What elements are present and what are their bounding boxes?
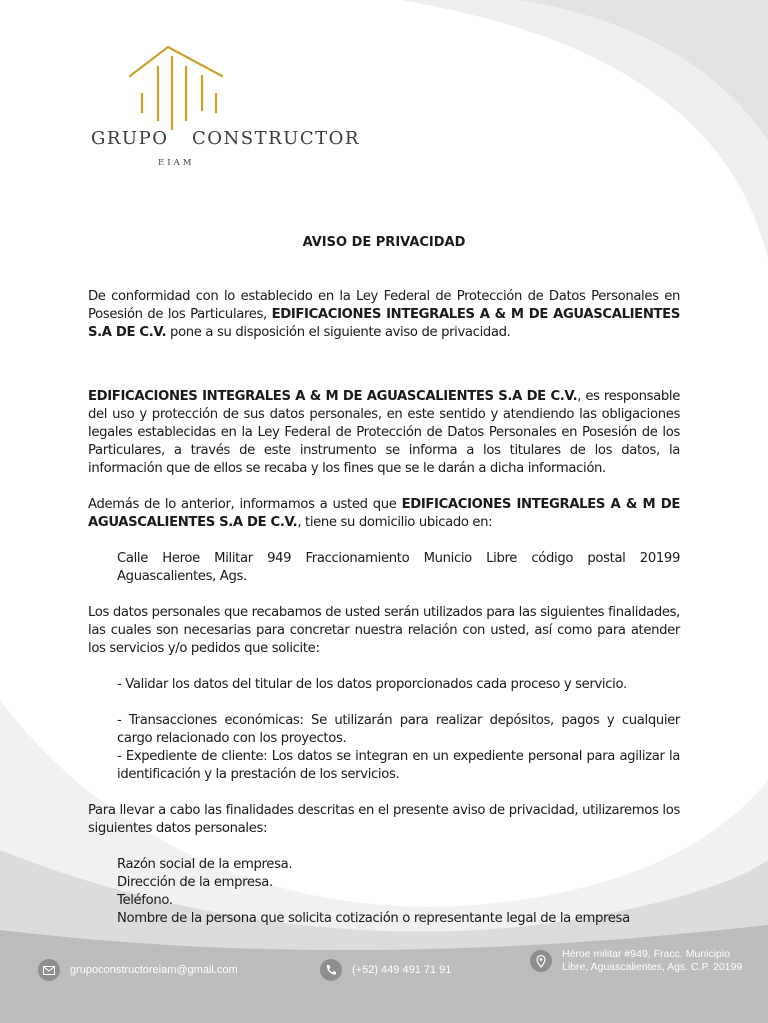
logo-word-constructor: CONSTRUCTOR (192, 128, 360, 149)
footer-phone[interactable] (320, 959, 451, 981)
purpose-item-1: - Validar los datos del titular de los datos proporcionados cada proceso y servicio. (117, 677, 627, 692)
data-item-2: Dirección de la empresa. (117, 875, 273, 890)
footer-contact-bar (0, 940, 768, 1000)
logo-subtitle: EIAM (158, 158, 195, 168)
data-intro-paragraph: Para llevar a cabo las finalidades descritas en el presente aviso de privacidad, utilizaremos los siguientes datos personales: (88, 803, 680, 836)
privacy-notice-body (88, 234, 680, 928)
phone-icon (320, 959, 342, 981)
address-paragraph: Calle Heroe Militar 949 Fraccionamiento Municio Libre código postal 20199 Aguascalientes, Ags. (117, 551, 680, 584)
location-pin-icon (530, 950, 552, 972)
footer-address-line-2: Libre, Aguascalientes, Ags. C.P. 20199 (562, 961, 743, 973)
footer-address-line-1: Héroe militar #949, Fracc. Municipio (562, 948, 731, 960)
intro-text-1: De conformidad con lo establecido en la Ley Federal de Protección de Datos Personales en Posesión de los Particulares, (88, 289, 680, 322)
responsibility-text: , es responsable del uso y protección de sus datos personales, en este sentido y atendiendo las obligaciones legales establecidas en la Ley Federal de Protección de Datos Personales en Posesión de los Particulares, a través de este instrumento se informa a los titulares de los datos, la información que de ellos se recaba y los fines que se le darán a dicha información. (88, 389, 680, 476)
domicile-paragraph (88, 496, 680, 532)
footer-email-text: grupoconstructoreiam@gmail.com (70, 964, 238, 976)
logo-word-grupo: GRUPO (91, 128, 169, 149)
purposes-intro-paragraph: Los datos personales que recabamos de usted serán utilizados para las siguientes finalidades, las cuales son necesarias para concretar nuestra relación con usted, así como para atender los servicios y/o pedidos que solicite: (88, 605, 680, 656)
domicile-text-2: , tiene su domicilio ubicado en: (297, 515, 493, 530)
intro-paragraph (88, 288, 680, 342)
footer-phone-text: (+52) 449 491 71 91 (352, 964, 452, 976)
intro-text-2: pone a su disposición el siguiente aviso de privacidad. (166, 325, 511, 340)
envelope-icon (38, 959, 60, 981)
page-title: AVISO DE PRIVACIDAD (302, 235, 466, 250)
data-item-4: Nombre de la persona que solicita cotización o representante legal de la empresa (117, 911, 630, 926)
house-icon (88, 40, 358, 130)
footer-address-text (562, 948, 742, 974)
company-logo (88, 40, 358, 172)
domicile-company-name: EDIFICACIONES INTEGRALES A & M DE AGUASCALIENTES S.A DE C.V. (88, 497, 680, 530)
footer-address (530, 948, 742, 974)
data-item-1: Razón social de la empresa. (117, 857, 293, 872)
purpose-item-3: - Expediente de cliente: Los datos se integran en un expediente personal para agilizar la identificación y la prestación de los servicios. (117, 749, 680, 782)
domicile-text-1: Además de lo anterior, informamos a usted que (88, 497, 402, 512)
purpose-item-2: - Transacciones económicas: Se utilizarán para realizar depósitos, pagos y cualquier cargo relacionado con los proyectos. (117, 713, 680, 746)
footer-email[interactable] (38, 959, 238, 981)
data-item-3: Teléfono. (117, 893, 173, 908)
responsibility-company-name: EDIFICACIONES INTEGRALES A & M DE AGUASCALIENTES S.A DE C.V. (88, 389, 578, 404)
responsibility-paragraph (88, 388, 680, 478)
intro-company-name: EDIFICACIONES INTEGRALES A & M DE AGUASCALIENTES S.A DE C.V. (88, 307, 680, 340)
